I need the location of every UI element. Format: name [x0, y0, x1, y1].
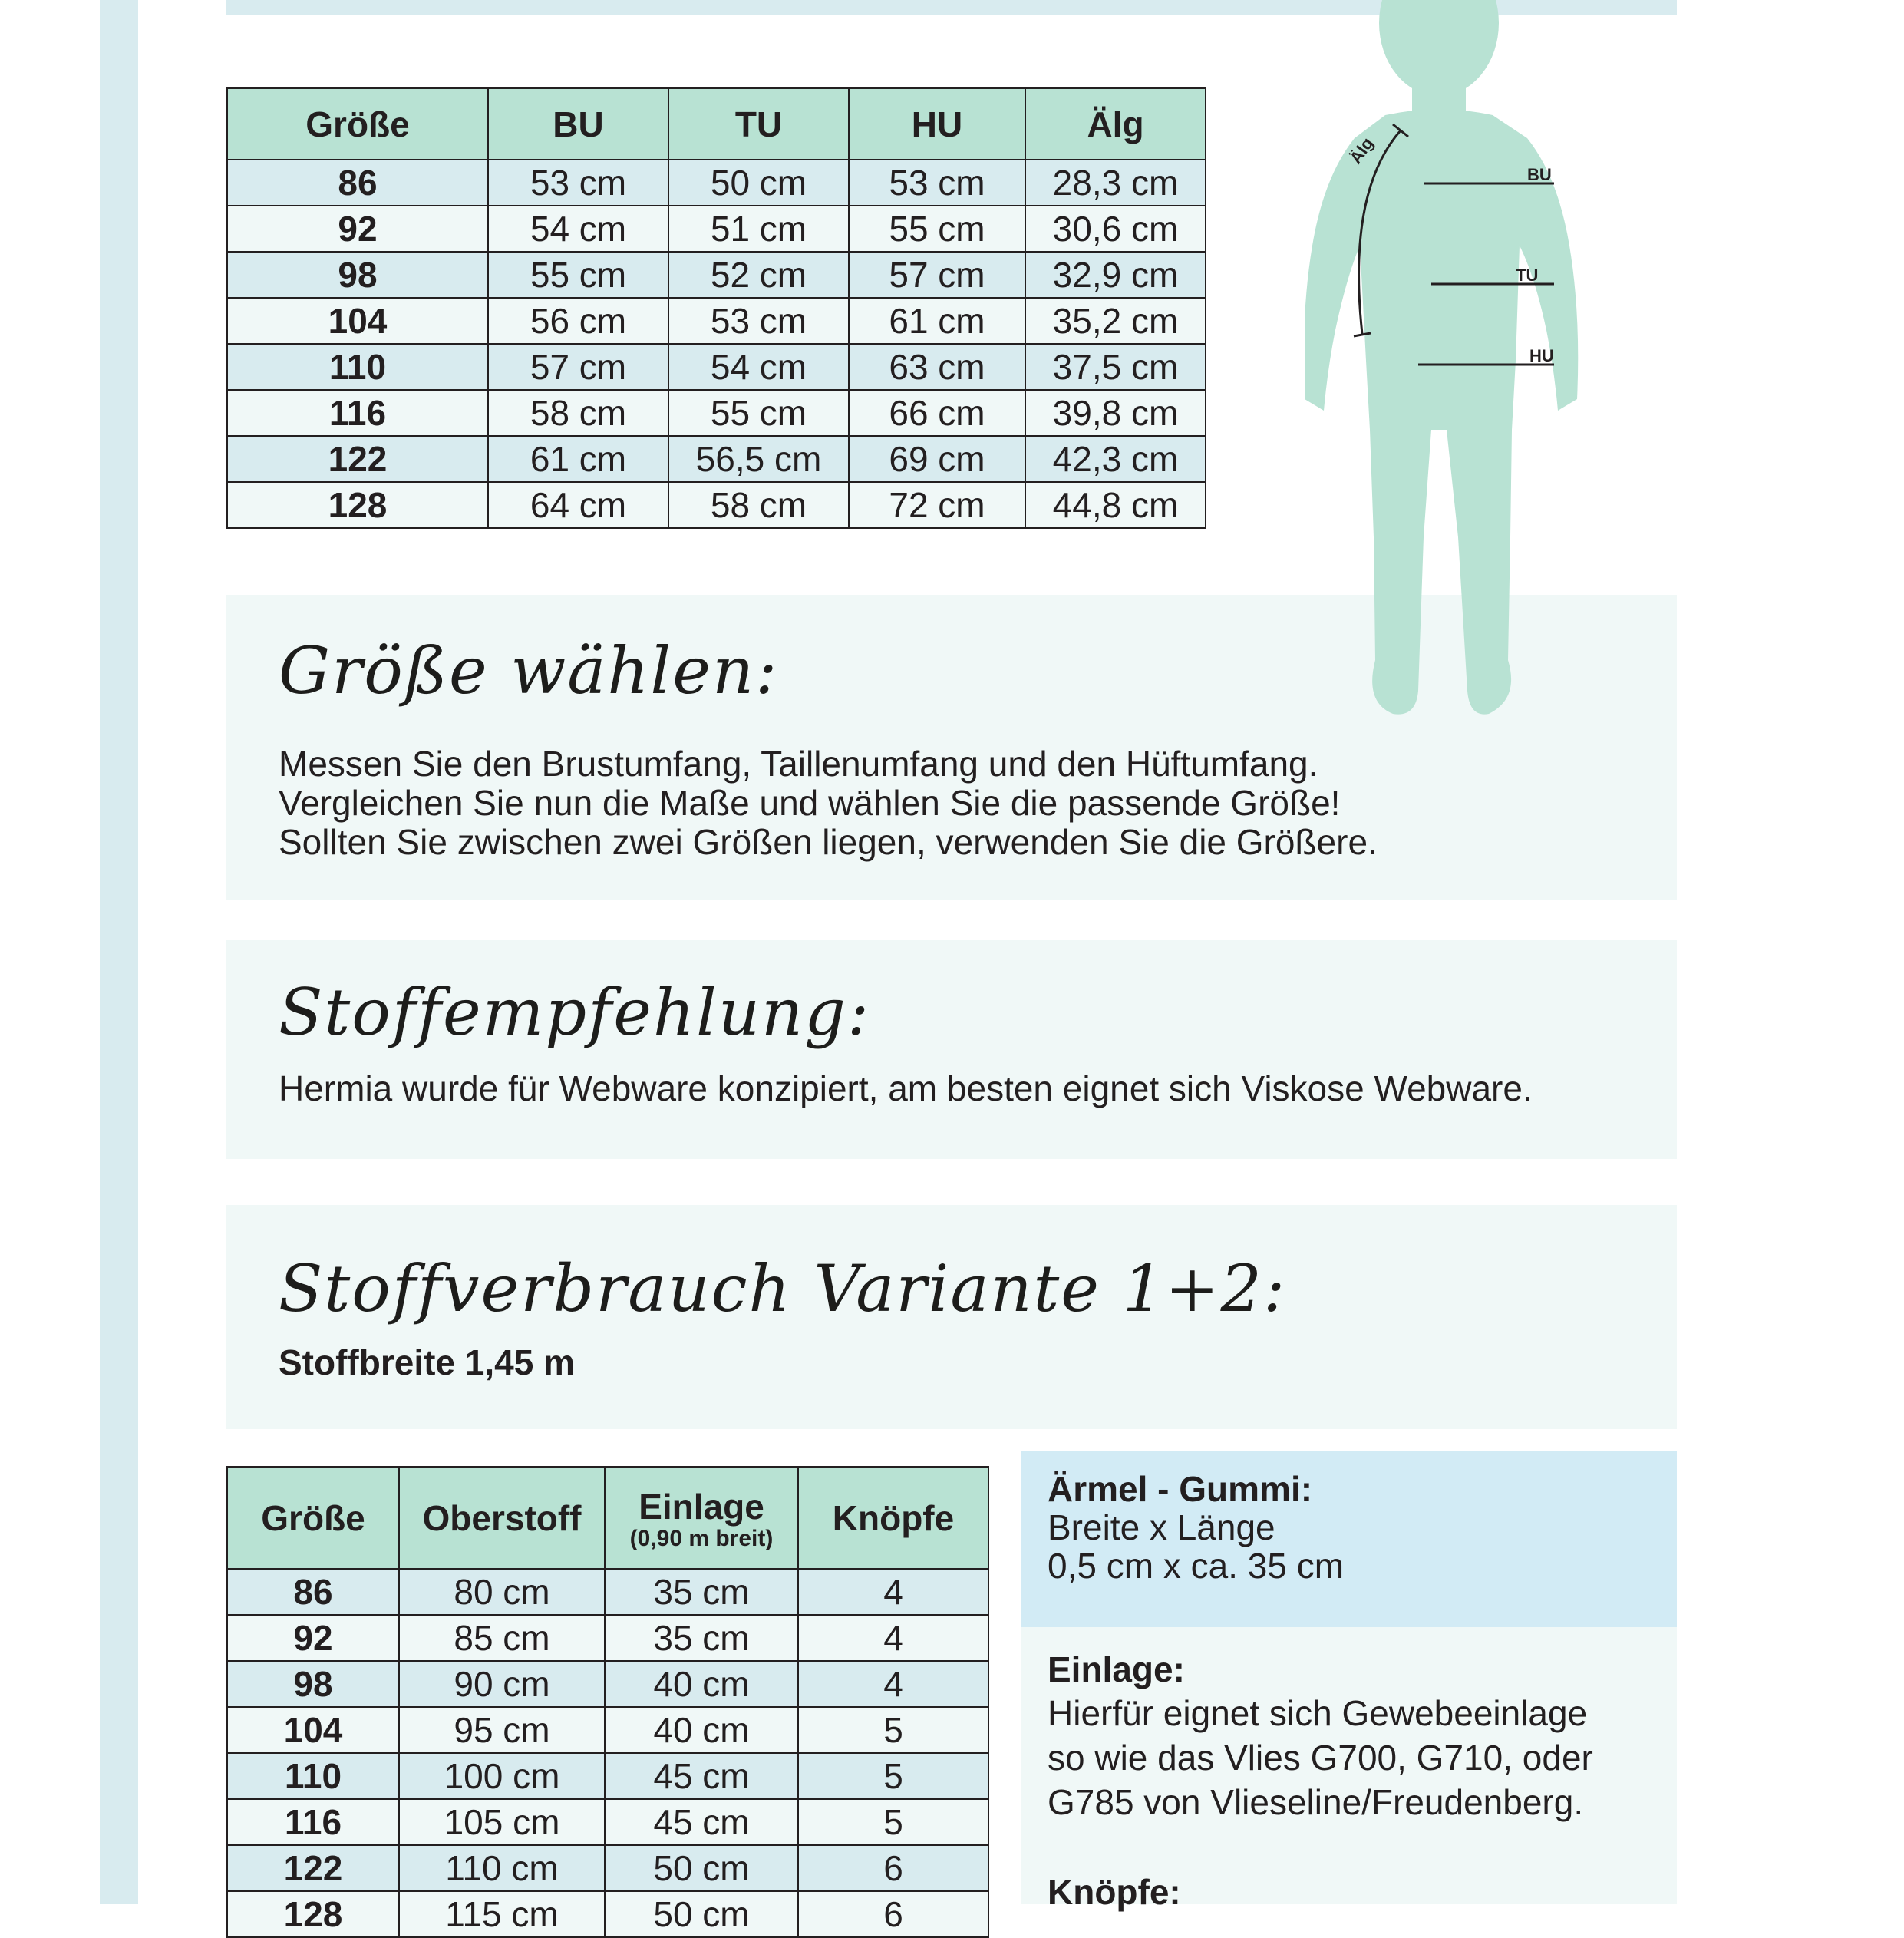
choose-size-line-3: Sollten Sie zwischen zwei Größen liegen, verwenden Sie die Größere. [279, 822, 1378, 862]
main-fabric-cell: 90 cm [399, 1661, 605, 1707]
bu-cell: 61 cm [488, 436, 668, 482]
size-cell: 92 [227, 1615, 399, 1661]
table-row [227, 1661, 988, 1707]
interfacing-info-box [1021, 1627, 1677, 1912]
tu-cell: 54 cm [668, 344, 849, 390]
table-row [227, 1891, 988, 1937]
table-row [227, 206, 1206, 252]
buttons-cell: 4 [798, 1569, 988, 1615]
table-row [227, 160, 1206, 206]
alg-cell: 39,8 cm [1025, 390, 1206, 436]
hu-label: HU [1529, 346, 1554, 365]
fabric-recommendation-text: Hermia wurde für Webware konzipiert, am besten eignet sich Viskose Webware. [279, 1068, 1533, 1108]
buttons-cell: 6 [798, 1845, 988, 1891]
interfacing-cell: 50 cm [605, 1891, 798, 1937]
buttons-cell: 4 [798, 1661, 988, 1707]
alg-cell: 30,6 cm [1025, 206, 1206, 252]
col-header-hu: HU [849, 88, 1025, 160]
col-header-main-fabric: Oberstoff [399, 1467, 605, 1569]
col-header-buttons: Knöpfe [798, 1467, 988, 1569]
alg-cell: 37,5 cm [1025, 344, 1206, 390]
child-measurement-figure [1305, 0, 1688, 729]
alg-cell: 32,9 cm [1025, 252, 1206, 298]
hu-cell: 57 cm [849, 252, 1025, 298]
hu-cell: 63 cm [849, 344, 1025, 390]
bu-cell: 55 cm [488, 252, 668, 298]
interfacing-cell: 45 cm [605, 1799, 798, 1845]
size-table-header-row [227, 88, 1206, 160]
fabric-recommendation-panel [226, 940, 1677, 1159]
sleeve-elastic-title: Ärmel - Gummi: [1048, 1469, 1313, 1509]
bu-cell: 64 cm [488, 482, 668, 528]
interfacing-title: Einlage: [1048, 1649, 1185, 1689]
interfacing-cell: 50 cm [605, 1845, 798, 1891]
size-cell: 128 [227, 482, 488, 528]
fabric-usage-table [226, 1466, 989, 1938]
size-cell: 104 [227, 1707, 399, 1753]
buttons-cell: 5 [798, 1707, 988, 1753]
size-cell: 122 [227, 436, 488, 482]
size-cell: 116 [227, 390, 488, 436]
size-cell: 116 [227, 1799, 399, 1845]
tu-cell: 55 cm [668, 390, 849, 436]
interfacing-cell: 35 cm [605, 1569, 798, 1615]
choose-size-line-2: Vergleichen Sie nun die Maße und wählen Sie die passende Größe! [279, 783, 1341, 823]
main-fabric-cell: 80 cm [399, 1569, 605, 1615]
choose-size-line-1: Messen Sie den Brustumfang, Taillenumfang und den Hüftumfang. [279, 744, 1318, 784]
size-cell: 86 [227, 160, 488, 206]
size-cell: 98 [227, 252, 488, 298]
interfacing-cell: 45 cm [605, 1753, 798, 1799]
fabric-recommendation-title: Stoffempfehlung: [279, 975, 871, 1050]
hu-cell: 69 cm [849, 436, 1025, 482]
bu-cell: 58 cm [488, 390, 668, 436]
alg-cell: 44,8 cm [1025, 482, 1206, 528]
interfacing-header-label: Einlage [639, 1486, 764, 1527]
interfacing-cell: 35 cm [605, 1615, 798, 1661]
col-header-size: Größe [227, 1467, 399, 1569]
main-fabric-cell: 95 cm [399, 1707, 605, 1753]
buttons-cell: 5 [798, 1799, 988, 1845]
buttons-cell: 4 [798, 1615, 988, 1661]
col-header-tu: TU [668, 88, 849, 160]
alg-cell: 28,3 cm [1025, 160, 1206, 206]
table-row [227, 1707, 988, 1753]
buttons-title: Knöpfe: [1048, 1872, 1181, 1912]
table-row [227, 1615, 988, 1661]
interfacing-cell: 40 cm [605, 1707, 798, 1753]
size-cell: 92 [227, 206, 488, 252]
size-measurement-table [226, 87, 1206, 529]
buttons-cell: 5 [798, 1753, 988, 1799]
main-fabric-cell: 115 cm [399, 1891, 605, 1937]
col-header-size: Größe [227, 88, 488, 160]
col-header-alg: Älg [1025, 88, 1206, 160]
table-row [227, 1753, 988, 1799]
table-row [227, 482, 1206, 528]
hu-cell: 66 cm [849, 390, 1025, 436]
tu-cell: 56,5 cm [668, 436, 849, 482]
main-fabric-cell: 105 cm [399, 1799, 605, 1845]
col-header-bu: BU [488, 88, 668, 160]
size-cell: 98 [227, 1661, 399, 1707]
interfacing-line-3: G785 von Vlieseline/Freudenberg. [1048, 1782, 1584, 1822]
main-fabric-cell: 100 cm [399, 1753, 605, 1799]
size-cell: 110 [227, 1753, 399, 1799]
hu-cell: 61 cm [849, 298, 1025, 344]
table-row [227, 298, 1206, 344]
size-cell: 86 [227, 1569, 399, 1615]
tu-cell: 50 cm [668, 160, 849, 206]
interfacing-line-1: Hierfür eignet sich Gewebeeinlage [1048, 1693, 1588, 1733]
sleeve-elastic-line-1: Breite x Länge [1048, 1507, 1275, 1547]
size-cell: 110 [227, 344, 488, 390]
bu-cell: 53 cm [488, 160, 668, 206]
interfacing-header-sub: (0,90 m breit) [629, 1525, 774, 1551]
table-row [227, 1569, 988, 1615]
size-cell: 104 [227, 298, 488, 344]
tu-cell: 53 cm [668, 298, 849, 344]
hu-cell: 55 cm [849, 206, 1025, 252]
bu-cell: 57 cm [488, 344, 668, 390]
bu-cell: 54 cm [488, 206, 668, 252]
table-row [227, 390, 1206, 436]
tu-cell: 52 cm [668, 252, 849, 298]
bu-cell: 56 cm [488, 298, 668, 344]
table-row [227, 436, 1206, 482]
interfacing-line-2: so wie das Vlies G700, G710, oder [1048, 1738, 1593, 1778]
alg-label: Älg [1345, 134, 1378, 167]
hu-cell: 53 cm [849, 160, 1025, 206]
tu-cell: 58 cm [668, 482, 849, 528]
main-fabric-cell: 110 cm [399, 1845, 605, 1891]
buttons-cell: 6 [798, 1891, 988, 1937]
bu-label: BU [1527, 165, 1552, 184]
interfacing-cell: 40 cm [605, 1661, 798, 1707]
fabric-table-header-row [227, 1467, 988, 1569]
table-row [227, 252, 1206, 298]
fabric-width-label: Stoffbreite 1,45 m [279, 1342, 575, 1382]
table-row [227, 344, 1206, 390]
size-cell: 122 [227, 1845, 399, 1891]
choose-size-title: Größe wählen: [279, 633, 779, 708]
fabric-usage-title: Stoffverbrauch Variante 1+2: [279, 1251, 1287, 1326]
tu-cell: 51 cm [668, 206, 849, 252]
left-decor-bar [100, 0, 138, 1904]
alg-cell: 35,2 cm [1025, 298, 1206, 344]
fabric-usage-panel [226, 1205, 1677, 1429]
main-fabric-cell: 85 cm [399, 1615, 605, 1661]
sleeve-elastic-box [1021, 1451, 1677, 1627]
sleeve-elastic-line-2: 0,5 cm x ca. 35 cm [1048, 1546, 1345, 1586]
size-cell: 128 [227, 1891, 399, 1937]
hu-cell: 72 cm [849, 482, 1025, 528]
table-row [227, 1799, 988, 1845]
col-header-interfacing [605, 1467, 798, 1569]
alg-cell: 42,3 cm [1025, 436, 1206, 482]
table-row [227, 1845, 988, 1891]
tu-label: TU [1516, 266, 1539, 285]
